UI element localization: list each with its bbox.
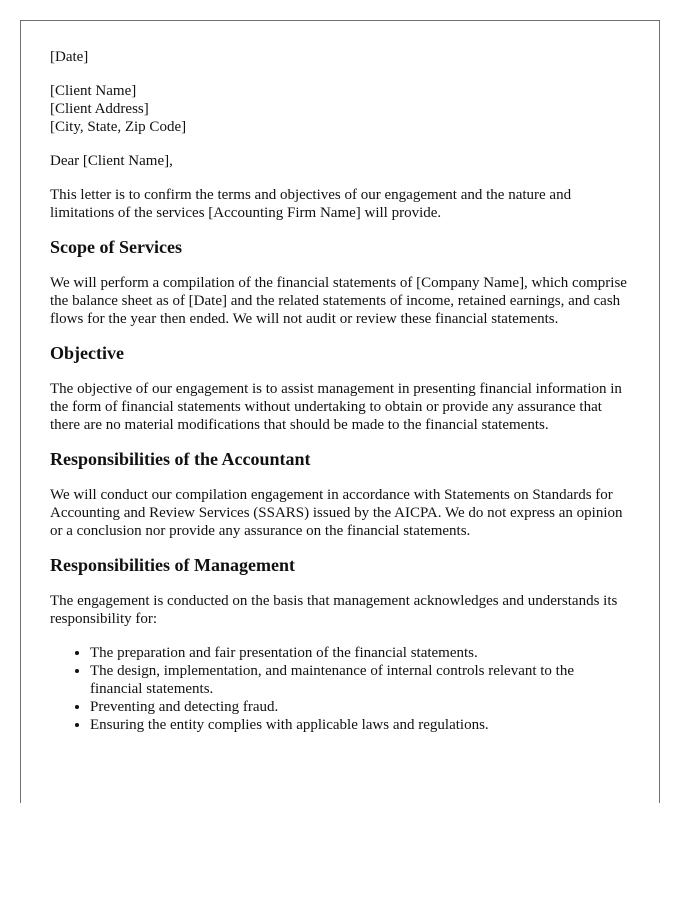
section-heading-objective: Objective — [50, 343, 124, 363]
salutation: Dear [Client Name], — [50, 153, 173, 169]
section-body-accountant: We will conduct our compilation engagement in accordance with Statements on Standards for Accounting and Review Services (SSARS) issued by the AICPA. We do not express an opinion or a conclusion nor provide any assurance on the financial statements. — [50, 487, 623, 539]
section-heading-accountant: Responsibilities of the Accountant — [50, 449, 311, 469]
list-item: • The design, implementation, and maintenance of internal controls relevant to the financial statements. — [90, 662, 630, 698]
intro-paragraph: This letter is to confirm the terms and objectives of our engagement and the nature and limitations of the services [Accounting Firm Name] will provide. — [50, 187, 572, 221]
list-item: • Ensuring the entity complies with applicable laws and regulations. — [90, 716, 630, 734]
client-name-line: [Client Name] — [50, 83, 137, 99]
section-heading-scope: Scope of Services — [50, 237, 182, 257]
management-responsibility-list — [50, 644, 630, 734]
list-item: • Preventing and detecting fraud. — [90, 698, 630, 716]
letter-date: [Date] — [50, 49, 89, 65]
list-item: • The preparation and fair presentation of the financial statements. — [90, 644, 630, 662]
client-address-line: [Client Address] — [50, 101, 149, 117]
section-body-management: The engagement is conducted on the basis that management acknowledges and understands its responsibility for: — [50, 593, 618, 627]
section-body-objective: The objective of our engagement is to assist management in presenting financial information in the form of financial statements without undertaking to obtain or provide any assurance that there are no material modifications that should be made to the financial statements. — [50, 381, 622, 433]
section-body-scope: We will perform a compilation of the financial statements of [Company Name], which comprise the balance sheet as of [Date] and the related statements of income, retained earnings, and cash flows for the year then ended. We will not audit or review these financial statements. — [50, 275, 627, 327]
section-heading-management: Responsibilities of Management — [50, 555, 295, 575]
client-address-block — [50, 82, 630, 136]
letter-page — [20, 20, 660, 803]
client-city-line: [City, State, Zip Code] — [50, 119, 187, 135]
